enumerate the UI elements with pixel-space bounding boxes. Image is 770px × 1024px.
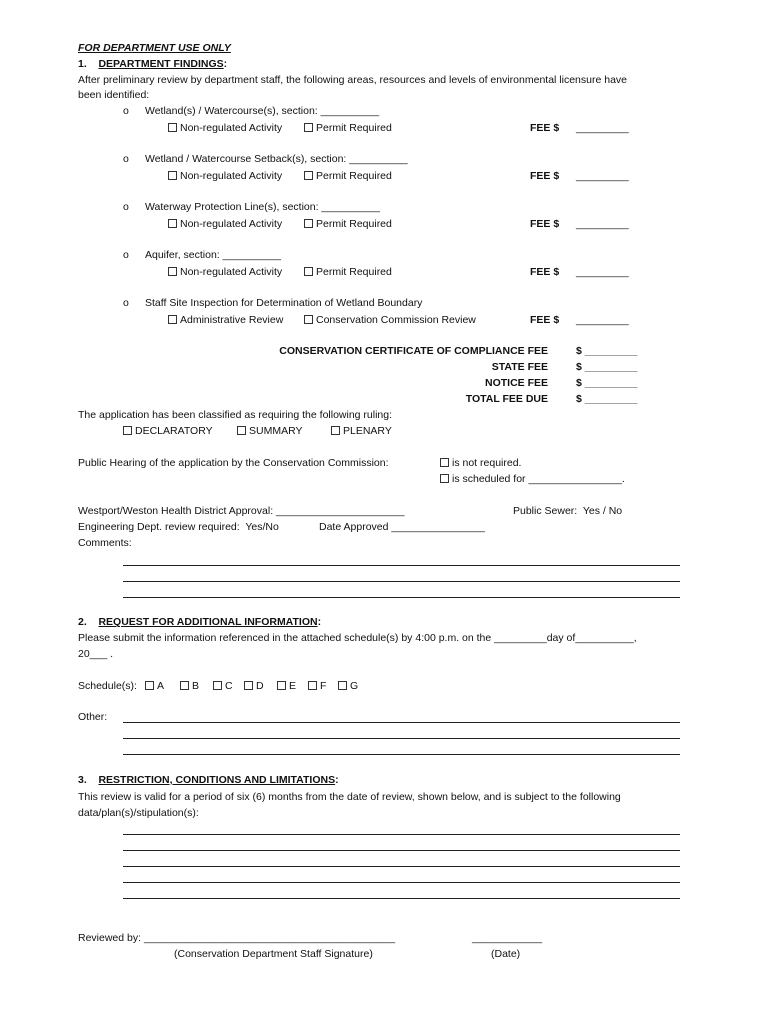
ruling-text: The application has been classified as requiring the following ruling:	[78, 409, 393, 421]
stipulation-line-2[interactable]	[123, 850, 680, 851]
section2-line2: 20___ .	[78, 648, 114, 660]
option-label: is scheduled for ________________.	[452, 473, 625, 485]
checkbox-non-regulated-2[interactable]	[168, 170, 282, 183]
checkbox-declaratory[interactable]	[123, 425, 213, 438]
checkbox-icon	[440, 474, 449, 483]
section3-line2: data/plan(s)/stipulation(s):	[78, 807, 199, 819]
fee-label-4: FEE $	[530, 266, 560, 278]
checkbox-icon	[331, 426, 340, 435]
hearing-text: Public Hearing of the application by the Conservation Commission:	[78, 457, 389, 469]
other-line-2[interactable]	[123, 738, 680, 739]
option-label: E	[289, 680, 297, 692]
option-label: Permit Required	[316, 266, 392, 278]
bullet: o	[123, 249, 129, 261]
checkbox-hearing-scheduled[interactable]	[440, 473, 625, 486]
section3-number: 3.	[78, 774, 87, 786]
bullet: o	[123, 105, 129, 117]
comments-line-3[interactable]	[123, 597, 680, 598]
other-line-1[interactable]	[123, 722, 680, 723]
option-label: DECLARATORY	[135, 425, 213, 437]
fee-summary-label-compliance: CONSERVATION CERTIFICATE OF COMPLIANCE FEE	[279, 345, 548, 357]
bullet: o	[123, 297, 129, 309]
checkbox-icon	[338, 681, 347, 690]
form-header: FOR DEPARTMENT USE ONLY	[78, 42, 231, 54]
checkbox-icon	[168, 219, 177, 228]
checkbox-plenary[interactable]	[331, 425, 392, 438]
checkbox-schedule-g[interactable]	[338, 680, 358, 693]
fee-summary-label-total: TOTAL FEE DUE	[465, 393, 548, 405]
section1-number: 1.	[78, 58, 87, 70]
fee-label-2: FEE $	[530, 170, 560, 182]
option-label: Conservation Commission Review	[316, 314, 476, 326]
checkbox-icon	[168, 123, 177, 132]
option-label: is not required.	[452, 457, 522, 469]
checkbox-icon	[244, 681, 253, 690]
other-label: Other:	[78, 711, 108, 723]
review-date-line[interactable]: ____________	[472, 932, 543, 944]
option-label: Non-regulated Activity	[180, 170, 283, 182]
item-aquifer-label: Aquifer, section: __________	[145, 249, 282, 261]
option-label: PLENARY	[343, 425, 392, 437]
checkbox-icon	[304, 123, 313, 132]
public-sewer[interactable]: Public Sewer: Yes / No	[513, 505, 623, 517]
section1-heading	[78, 58, 227, 71]
item-setback-label: Wetland / Watercourse Setback(s), section: __________	[145, 153, 408, 165]
option-label: G	[350, 680, 359, 692]
checkbox-administrative-review[interactable]	[168, 314, 283, 327]
checkbox-icon	[277, 681, 286, 690]
checkbox-icon	[304, 315, 313, 324]
fee-summary-value-compliance[interactable]: $ _________	[576, 345, 638, 357]
section3-heading	[78, 774, 339, 787]
option-label: C	[225, 680, 233, 692]
option-label: B	[192, 680, 200, 692]
fee-blank-4[interactable]: _________	[576, 266, 629, 278]
section3-line1: This review is valid for a period of six (6) months from the date of review, shown below, and is subject to the following	[78, 791, 621, 803]
checkbox-permit-required-1[interactable]	[304, 122, 392, 135]
comments-line-1[interactable]	[123, 565, 680, 566]
checkbox-icon	[237, 426, 246, 435]
section2-number: 2.	[78, 616, 87, 628]
signature-caption: (Conservation Department Staff Signature)	[174, 948, 373, 960]
fee-label-1: FEE $	[530, 122, 560, 134]
checkbox-schedule-c[interactable]	[213, 680, 233, 693]
checkbox-icon	[308, 681, 317, 690]
option-label: Non-regulated Activity	[180, 122, 283, 134]
option-label: F	[320, 680, 327, 692]
option-label: A	[157, 680, 165, 692]
checkbox-non-regulated-3[interactable]	[168, 218, 282, 231]
checkbox-schedule-d[interactable]	[244, 680, 264, 693]
option-label: Permit Required	[316, 170, 392, 182]
date-approved[interactable]: Date Approved ________________	[319, 521, 485, 533]
section3-colon: :	[335, 774, 339, 786]
checkbox-commission-review[interactable]	[304, 314, 476, 327]
fee-summary-label-state: STATE FEE	[491, 361, 548, 373]
checkbox-schedule-e[interactable]	[277, 680, 296, 693]
checkbox-schedule-a[interactable]	[145, 680, 164, 693]
checkbox-icon	[180, 681, 189, 690]
checkbox-icon	[440, 458, 449, 467]
checkbox-icon	[213, 681, 222, 690]
engineering-review[interactable]: Engineering Dept. review required: Yes/No	[78, 521, 279, 533]
section1-title: DEPARTMENT FINDINGS	[98, 58, 224, 70]
other-line-3[interactable]	[123, 754, 680, 755]
checkbox-hearing-not-required[interactable]	[440, 457, 521, 470]
option-label: Administrative Review	[180, 314, 284, 326]
fee-label-5: FEE $	[530, 314, 560, 326]
checkbox-non-regulated-1[interactable]	[168, 122, 282, 135]
checkbox-icon	[304, 267, 313, 276]
section1-intro-line1: After preliminary review by department staff, the following areas, resources and levels of environmental licensure have	[78, 74, 627, 86]
checkbox-permit-required-4[interactable]	[304, 266, 392, 279]
checkbox-schedule-f[interactable]	[308, 680, 326, 693]
stipulation-line-1[interactable]	[123, 834, 680, 835]
option-label: D	[256, 680, 264, 692]
stipulation-line-4[interactable]	[123, 882, 680, 883]
section1-intro-line2: been identified:	[78, 89, 150, 101]
checkbox-icon	[123, 426, 132, 435]
option-label: Non-regulated Activity	[180, 218, 283, 230]
comments-line-2[interactable]	[123, 581, 680, 582]
fee-blank-5[interactable]: _________	[576, 314, 629, 326]
option-label: Non-regulated Activity	[180, 266, 283, 278]
section2-colon: :	[317, 616, 322, 628]
section2-line1: Please submit the information referenced in the attached schedule(s) by 4:00 p.m. on the _________day of__________,	[78, 632, 637, 644]
checkbox-icon	[168, 267, 177, 276]
stipulation-line-3[interactable]	[123, 866, 680, 867]
section2-title: REQUEST FOR ADDITIONAL INFORMATION	[98, 616, 318, 628]
comments-label: Comments:	[78, 537, 132, 549]
option-label: Permit Required	[316, 218, 392, 230]
item-waterway-label: Waterway Protection Line(s), section: __________	[145, 201, 380, 213]
item-wetland-label: Wetland(s) / Watercourse(s), section: __________	[145, 105, 380, 117]
reviewed-by-signature-line[interactable]: Reviewed by: ___________________________________________	[78, 932, 396, 944]
fee-label-3: FEE $	[530, 218, 560, 230]
checkbox-summary[interactable]	[237, 425, 302, 438]
checkbox-icon	[304, 219, 313, 228]
fee-summary-value-total[interactable]: $ _________	[576, 393, 638, 405]
fee-summary-value-notice[interactable]: $ _________	[576, 377, 638, 389]
fee-blank-3[interactable]: _________	[576, 218, 629, 230]
section1-colon: :	[223, 58, 228, 70]
checkbox-icon	[304, 171, 313, 180]
fee-blank-1[interactable]: _________	[576, 122, 629, 134]
checkbox-permit-required-3[interactable]	[304, 218, 392, 231]
health-district-approval[interactable]: Westport/Weston Health District Approval: ______________________	[78, 505, 405, 517]
checkbox-schedule-b[interactable]	[180, 680, 199, 693]
bullet: o	[123, 153, 129, 165]
schedule-label: Schedule(s):	[78, 680, 137, 692]
stipulation-line-5[interactable]	[123, 898, 680, 899]
fee-summary-value-state[interactable]: $ _________	[576, 361, 638, 373]
option-label: SUMMARY	[249, 425, 303, 437]
checkbox-non-regulated-4[interactable]	[168, 266, 282, 279]
item-site-inspection-label: Staff Site Inspection for Determination of Wetland Boundary	[145, 297, 423, 309]
checkbox-icon	[168, 315, 177, 324]
fee-summary-label-notice: NOTICE FEE	[484, 377, 548, 389]
checkbox-permit-required-2[interactable]	[304, 170, 392, 183]
fee-blank-2[interactable]: _________	[576, 170, 629, 182]
checkbox-icon	[145, 681, 154, 690]
section3-title: RESTRICTION, CONDITIONS AND LIMITATIONS	[98, 774, 336, 786]
option-label: Permit Required	[316, 122, 392, 134]
checkbox-icon	[168, 171, 177, 180]
bullet: o	[123, 201, 129, 213]
section2-heading	[78, 616, 321, 629]
date-caption: (Date)	[491, 948, 521, 960]
